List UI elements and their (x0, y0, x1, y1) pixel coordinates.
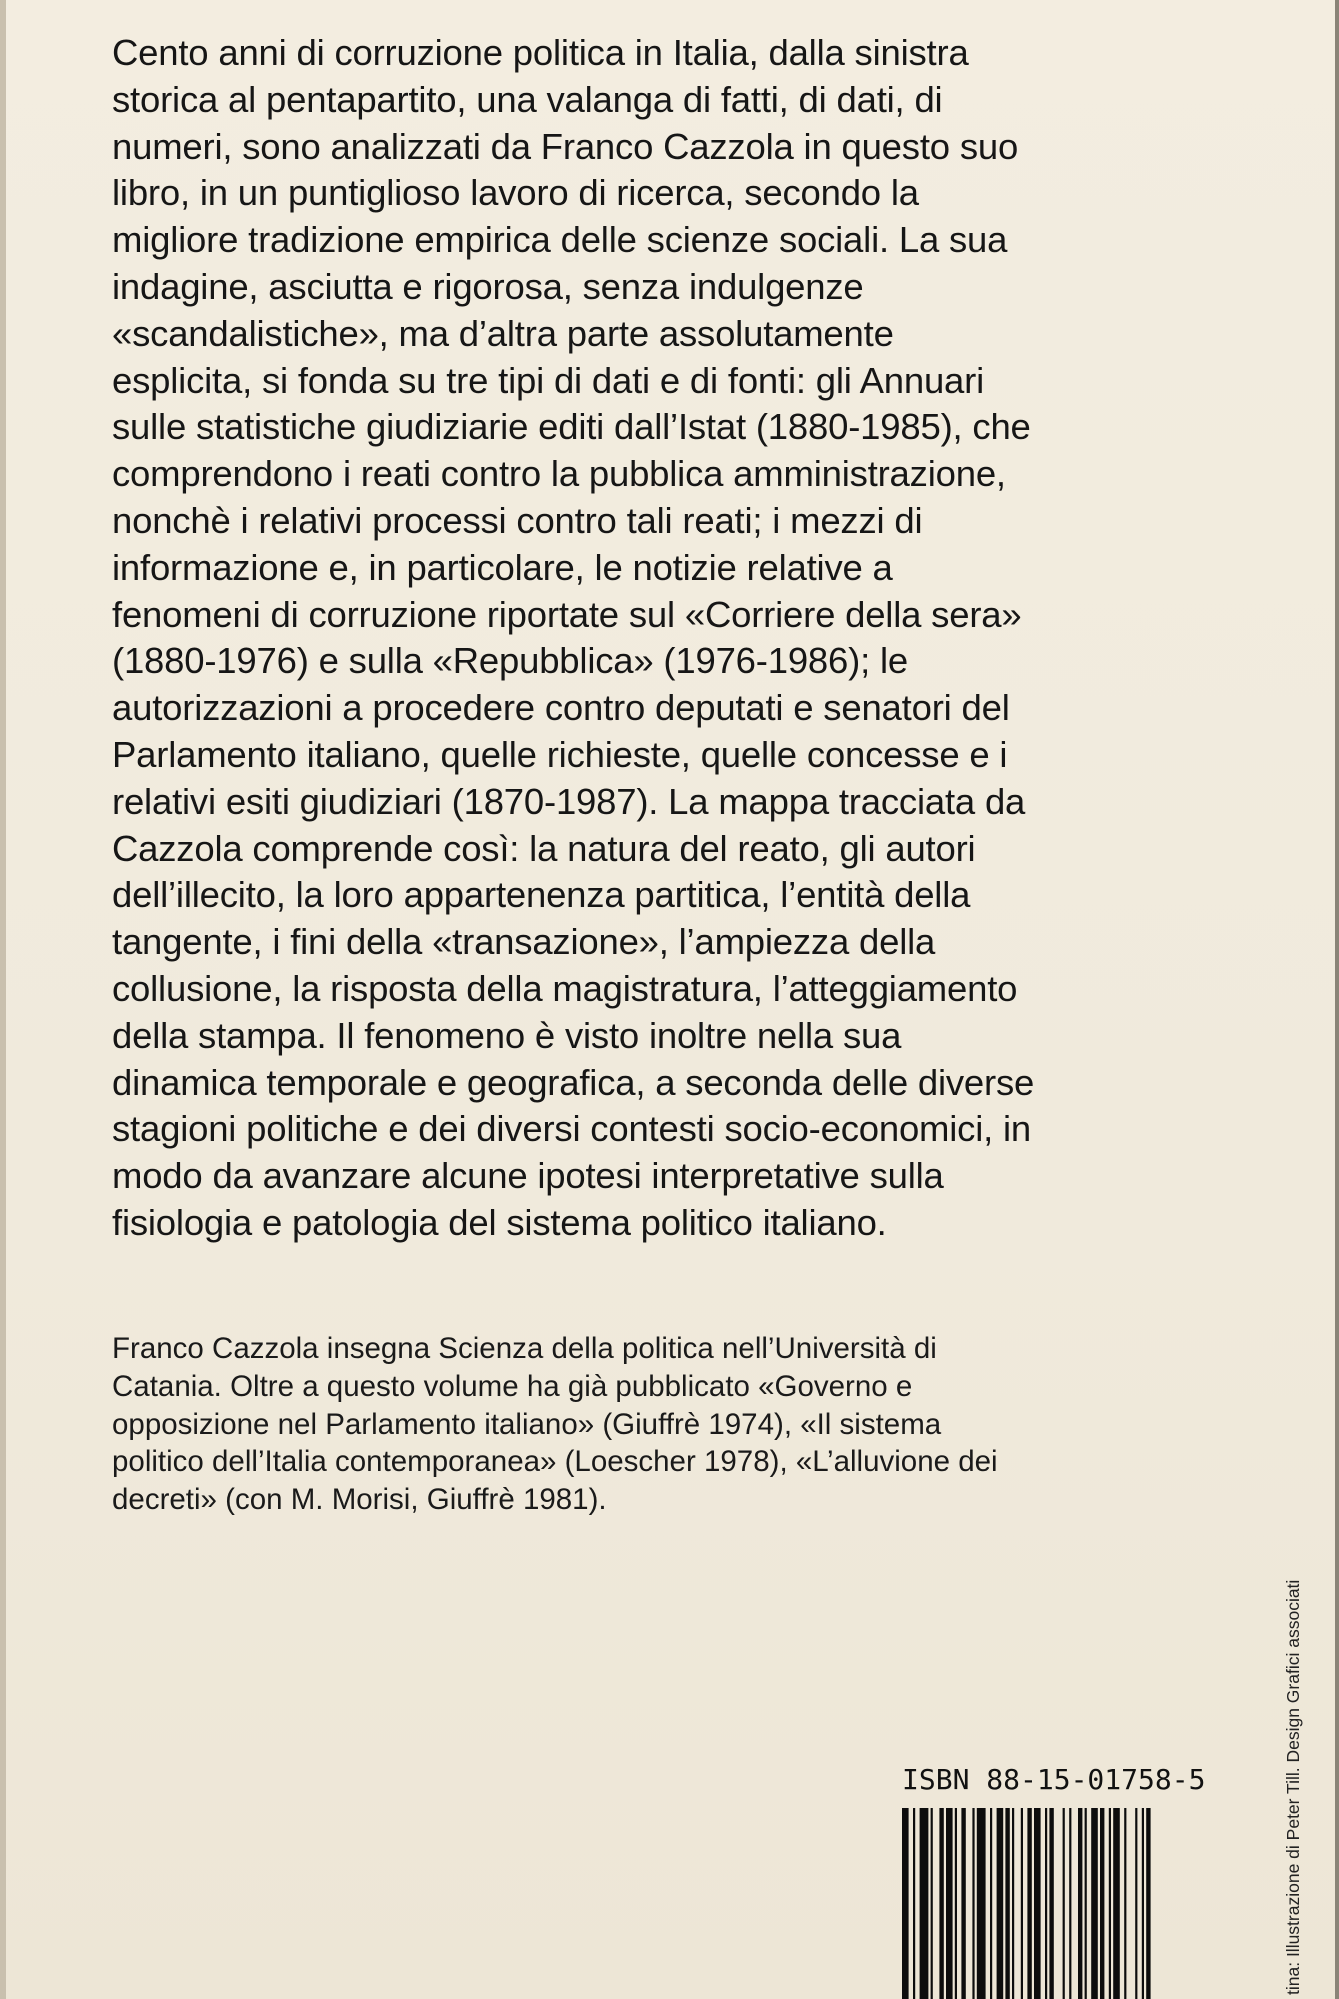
blurb-line: stagioni politiche e dei diversi contesti socio-economici, in (112, 1108, 1032, 1150)
blurb-line: «scandalistiche», ma d’altra parte assolutamente (112, 312, 894, 354)
blurb-line: storica al pentapartito, una valanga di fatti, di dati, di (112, 78, 943, 120)
blurb-line: comprendono i reati contro la pubblica amministrazione, (112, 453, 1006, 495)
isbn-number: ISBN 88-15-01758-5 (902, 1763, 1206, 1796)
cover-left-edge (0, 0, 6, 1999)
blurb-line: numeri, sono analizzati da Franco Cazzola in questo suo (112, 125, 1019, 167)
blurb-line: modo da avanzare alcune ipotesi interpretative sulla (112, 1155, 944, 1197)
blurb-line: indagine, asciutta e rigorosa, senza indulgenze (112, 265, 864, 307)
blurb-line: dinamica temporale e geografica, a seconda delle diverse (112, 1061, 1035, 1103)
bio-line: Franco Cazzola insegna Scienza della politica nell’Università di (112, 1332, 937, 1365)
blurb-line: nonchè i relativi processi contro tali reati; i mezzi di (112, 499, 923, 541)
author-bio (112, 1330, 1262, 1519)
bio-line: Catania. Oltre a questo volume ha già pubblicato «Governo e (112, 1369, 913, 1403)
blurb-line: (1880-1976) e sulla «Repubblica» (1976-1986); le (112, 640, 908, 682)
blurb-line: fisiologia e patologia del sistema politico italiano. (112, 1201, 887, 1243)
blurb-line: informazione e, in particolare, le notizie relative a (112, 546, 893, 588)
bio-line: politico dell’Italia contemporanea» (Loescher 1978), «L’alluvione dei (112, 1445, 998, 1479)
blurb-line: autorizzazioni a procedere contro deputati e senatori del (112, 687, 1010, 729)
blurb-paragraph (112, 30, 1262, 1247)
blurb-line: della stampa. Il fenomeno è visto inoltre nella sua (112, 1014, 902, 1056)
blurb-line: collusione, la risposta della magistratura, l’atteggiamento (112, 967, 1018, 1009)
blurb-line: tangente, i fini della «transazione», l’ampiezza della (112, 921, 936, 963)
blurb-line: migliore tradizione empirica delle scienze sociali. La sua (112, 219, 1008, 261)
blurb-line: dell’illecito, la loro appartenenza partitica, l’entità della (112, 874, 971, 916)
blurb-line: fenomeni di corruzione riportate sul «Corriere della sera» (112, 593, 1022, 635)
blurb-line: Cazzola comprende così: la natura del reato, gli autori (112, 827, 976, 869)
blurb-line: Parlamento italiano, quelle richieste, quelle concesse e i (112, 733, 1008, 775)
bio-line: opposizione nel Parlamento italiano» (Giuffrè 1974), «Il sistema (112, 1407, 942, 1441)
cover-right-edge (1335, 0, 1339, 1999)
blurb-line: sulle statistiche giudiziarie editi dall’Istat (1880-1985), che (112, 406, 1031, 448)
cover-credit: tina: Illustrazione di Peter Till. Design Grafici associati (1283, 1579, 1303, 1995)
barcode-image (900, 1808, 1236, 1999)
blurb-line: esplicita, si fonda su tre tipi di dati e di fonti: gli Annuari (112, 359, 985, 401)
blurb-line: Cento anni di corruzione politica in Italia, dalla sinistra (112, 32, 969, 73)
blurb-line: relativi esiti giudiziari (1870-1987). La mappa tracciata da (112, 780, 1026, 822)
blurb-line: libro, in un puntiglioso lavoro di ricerca, secondo la (112, 172, 919, 214)
bio-line: decreti» (con M. Morisi, Giuffrè 1981). (112, 1483, 607, 1517)
